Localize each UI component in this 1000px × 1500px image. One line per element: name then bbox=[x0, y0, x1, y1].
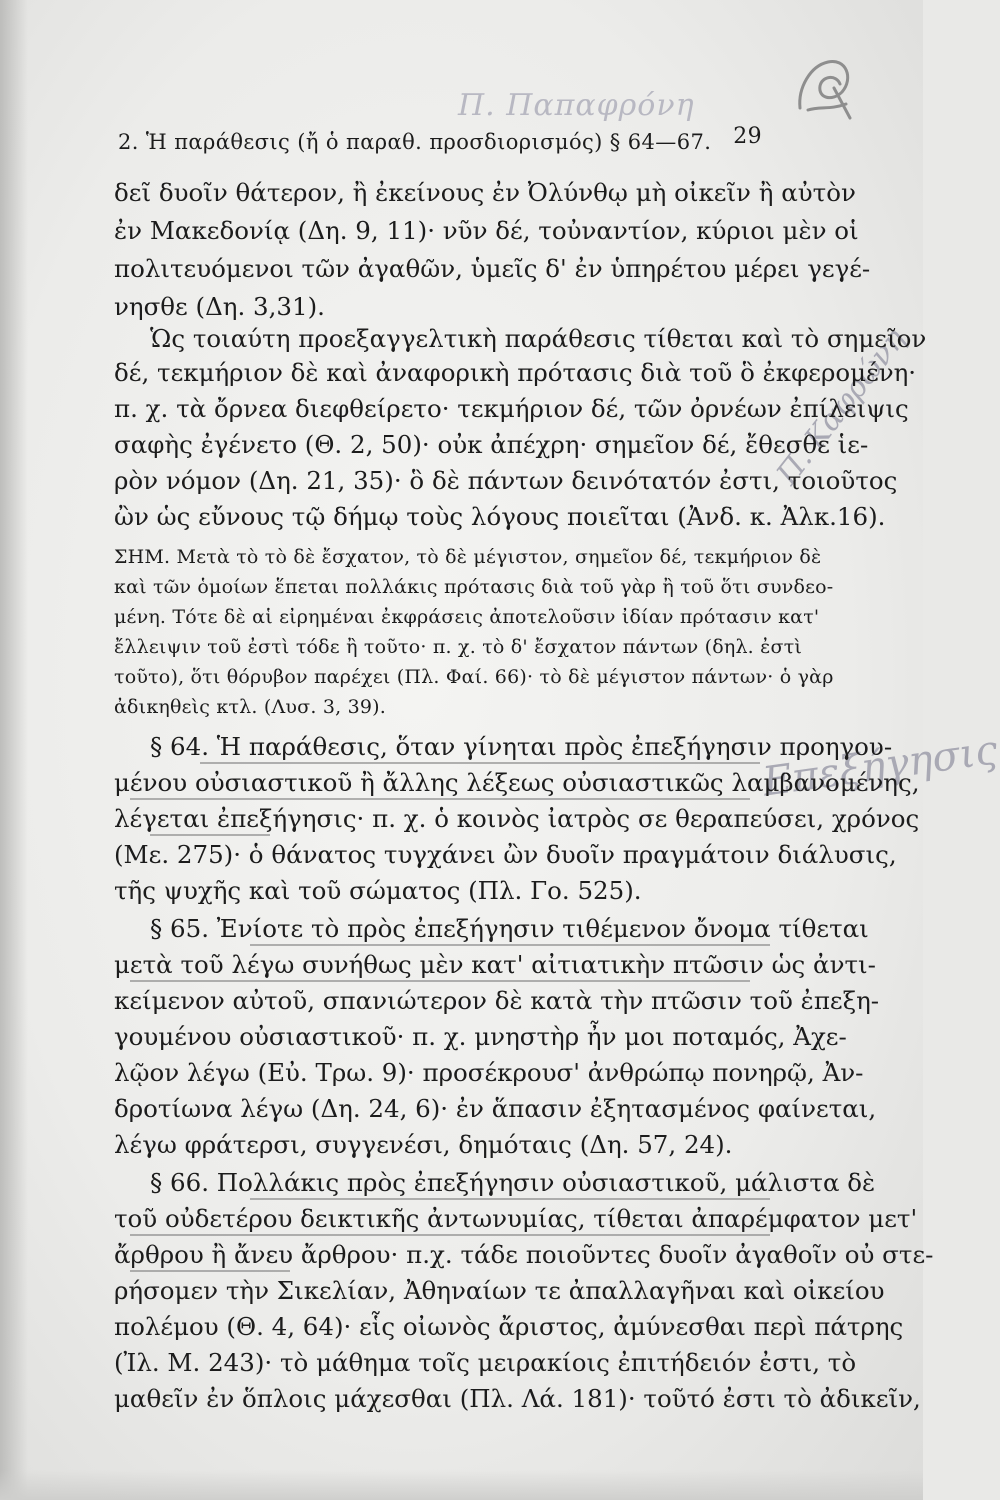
text-line: μένου οὐσιαστικοῦ ἢ ἄλλης λέξεως οὐσιαστικῶς λαμβανομένης, bbox=[114, 768, 920, 797]
pencil-underline bbox=[150, 834, 270, 836]
text-line: λῷον λέγω (Εὐ. Τρω. 9)· προσέκρουσ' ἀνθρώπῳ πονηρῷ, Ἀν- bbox=[114, 1058, 864, 1087]
page-number: 29 bbox=[733, 124, 762, 149]
pencil-underline bbox=[130, 1270, 290, 1272]
section-66-heading-line: § 66. Πολλάκις πρὸς ἐπεξήγησιν οὐσιαστικοῦ, μάλιστα δὲ bbox=[150, 1168, 876, 1197]
text-line: τῆς ψυχῆς καὶ τοῦ σώματος (Πλ. Γο. 525). bbox=[114, 876, 642, 905]
pencil-underline bbox=[250, 944, 770, 946]
section-65-heading-line: § 65. Ἐνίοτε τὸ πρὸς ἐπεξήγησιν τιθέμενον ὄνομα τίθεται bbox=[150, 914, 869, 943]
text-line: π. χ. τὰ ὄρνεα διεφθείρετο· τεκμήριον δέ, τῶν ὀρνέων ἐπίλειψις bbox=[114, 394, 909, 423]
text-line: ρὸν νόμον (Δη. 21, 35)· ὃ δὲ πάντων δεινότατόν ἐστι, τοιοῦτος bbox=[114, 466, 898, 495]
stamp-text: Π. Παπαφρόνη bbox=[458, 88, 695, 123]
note-line: ἀδικηθεὶς κτλ. (Λυσ. 3, 39). bbox=[114, 696, 387, 718]
text-line: δροτίωνα λέγω (Δη. 24, 6)· ἐν ἅπασιν ἐξητασμένος φαίνεται, bbox=[114, 1094, 877, 1123]
text-line: πολιτευόμενοι τῶν ἀγαθῶν, ὑμεῖς δ' ἐν ὑπηρέτου μέρει γεγέ- bbox=[114, 254, 871, 283]
text-line: δεῖ δυοῖν θάτερον, ἢ ἐκείνους ἐν Ὀλύνθῳ μὴ οἰκεῖν ἢ αὐτὸν bbox=[114, 178, 856, 207]
text-line: σαφὴς ἐγένετο (Θ. 2, 50)· οὐκ ἀπέχρη· σημεῖον δέ, ἔθεσθε ἱε- bbox=[114, 430, 869, 459]
text-line: λέγεται ἐπεξήγησις· π. χ. ὁ κοινὸς ἰατρὸς σε θεραπεύσει, χρόνος bbox=[114, 804, 920, 833]
text-line: Ὡς τοιαύτη προεξαγγελτικὴ παράθεσις τίθεται καὶ τὸ σημεῖον bbox=[150, 324, 927, 353]
note-line: μένη. Τότε δὲ αἱ εἰρημέναι ἐκφράσεις ἀποτελοῦσιν ἰδίαν πρότασιν κατ' bbox=[114, 606, 820, 628]
text-line: ἄρθρου ἢ ἄνευ ἄρθρου· π.χ. τάδε ποιοῦντες δυοῖν ἀγαθοῖν οὐ στε- bbox=[114, 1240, 934, 1269]
text-line: νησθε (Δη. 3,31). bbox=[114, 292, 325, 321]
text-line: ὢν ὡς εὔνους τῷ δήμῳ τοὺς λόγους ποιεῖται (Ἀνδ. κ. Ἀλκ.16). bbox=[114, 502, 886, 531]
ownership-stamp bbox=[458, 88, 695, 123]
text-line: ἐν Μακεδονίᾳ (Δη. 9, 11)· νῦν δέ, τοὐναντίον, κύριοι μὲν οἱ bbox=[114, 216, 859, 245]
text-line: (Με. 275)· ὁ θάνατος τυγχάνει ὢν δυοῖν πραγμάτοιν διάλυσις, bbox=[114, 840, 897, 869]
note-line: καὶ τῶν ὁμοίων ἕπεται πολλάκις πρότασις διὰ τοῦ γὰρ ἢ τοῦ ὅτι συνδεο- bbox=[114, 576, 834, 598]
margin-note-diagonal-text: Π. Καφρώνη bbox=[770, 322, 913, 492]
section-64-heading-line: § 64. Ἡ παράθεσις, ὅταν γίνηται πρὸς ἐπεξήγησιν προηγου- bbox=[150, 732, 893, 761]
note-line: ἔλλειψιν τοῦ ἐστὶ τόδε ἢ τοῦτο· π. χ. τὸ δ' ἔσχατον πάντων (δηλ. ἐστὶ bbox=[114, 636, 803, 658]
note-line: ΣΗΜ. Μετὰ τὸ τὸ δὲ ἔσχατον, τὸ δὲ μέγιστον, σημεῖον δέ, τεκμήριον δὲ bbox=[114, 546, 822, 568]
margin-note-right-text: Επεξήγησις bbox=[760, 727, 1000, 806]
text-line: λέγω φράτερσι, συγγενέσι, δημόταις (Δη. 57, 24). bbox=[114, 1130, 733, 1159]
text-line: γουμένου οὐσιαστικοῦ· π. χ. μνηστὴρ ἦν μοι ποταμός, Ἀχε- bbox=[114, 1022, 847, 1051]
page-gutter-shadow bbox=[0, 0, 28, 1500]
pencil-underline bbox=[130, 980, 750, 982]
text-line: τοῦ οὐδετέρου δεικτικῆς ἀντωνυμίας, τίθεται ἀπαρέμφατον μετ' bbox=[114, 1204, 918, 1233]
header-title: 2. Ἡ παράθεσις (ἤ ὁ παραθ. προσδιορισμός) § 64—67. bbox=[118, 130, 712, 154]
text-line: μαθεῖν ἐν ὅπλοις μάχεσθαι (Πλ. Λά. 181)· τοῦτό ἐστι τὸ ἀδικεῖν, bbox=[114, 1384, 921, 1413]
running-header bbox=[118, 124, 798, 164]
text-line: δέ, τεκμήριον δὲ καὶ ἀναφορικὴ πρότασις διὰ τοῦ ὃ ἐκφερομένη· bbox=[114, 358, 917, 387]
text-line: ρήσομεν τὴν Σικελίαν, Ἀθηναίων τε ἀπαλλαγῆναι καὶ οἰκείου bbox=[114, 1276, 885, 1305]
pencil-underline bbox=[130, 798, 750, 800]
text-line: μετὰ τοῦ λέγω συνήθως μὲν κατ' αἰτιατικὴν πτῶσιν ὡς ἀντι- bbox=[114, 950, 876, 979]
text-line: πολέμου (Θ. 4, 64)· εἷς οἰωνὸς ἄριστος, ἀμύνεσθαι περὶ πάτρης bbox=[114, 1312, 904, 1341]
pencil-underline bbox=[250, 1198, 770, 1200]
text-line: (Ἰλ. Μ. 243)· τὸ μάθημα τοῖς μειρακίοις ἐπιτήδειόν ἐστι, τὸ bbox=[114, 1348, 857, 1377]
page-bottom-shadow bbox=[0, 1470, 923, 1500]
note-line: τοῦτο), ὅτι θόρυβον παρέχει (Πλ. Φαί. 66)· τὸ δὲ μέγιστον πάντων· ὁ γὰρ bbox=[114, 666, 834, 688]
text-line: κείμενον αὐτοῦ, σπανιώτερον δὲ κατὰ τὴν πτῶσιν τοῦ ἐπεξη- bbox=[114, 986, 880, 1015]
pencil-underline bbox=[130, 1234, 770, 1236]
pencil-underline bbox=[200, 762, 760, 764]
signature-mark bbox=[790, 48, 860, 128]
